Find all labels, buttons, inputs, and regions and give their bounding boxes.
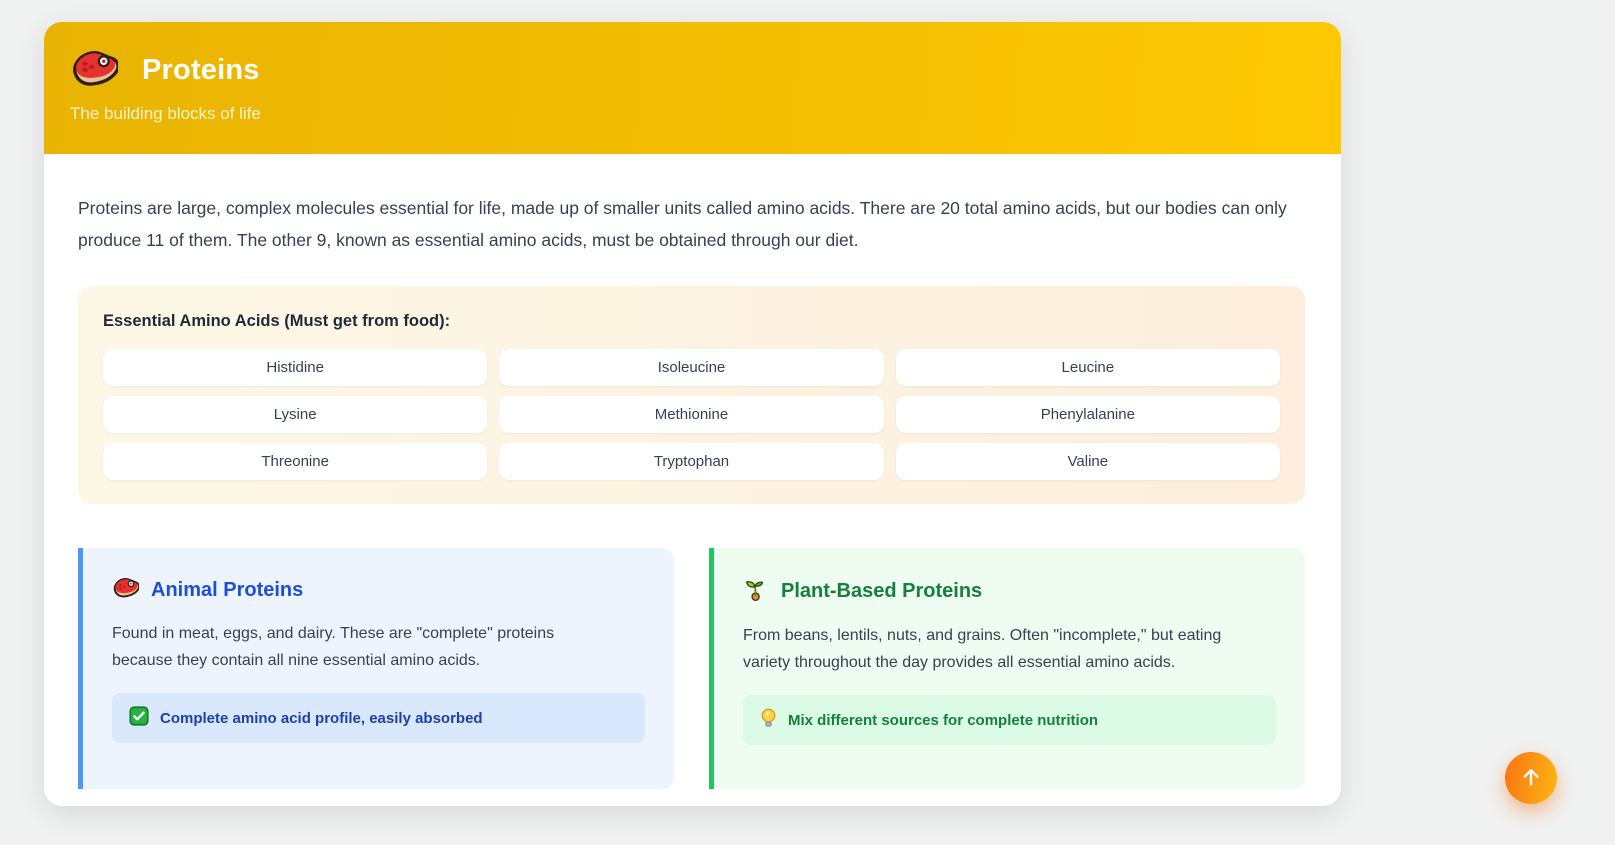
scroll-to-top-button[interactable] [1505,752,1557,804]
steak-icon [112,575,139,605]
amino-acid-item: Lysine [103,396,487,433]
amino-acid-item: Methionine [499,396,883,433]
seedling-icon [743,575,769,607]
plant-proteins-highlight [743,695,1276,745]
proteins-section-card [44,22,1341,806]
intro-paragraph: Proteins are large, complex molecules essential for life, made up of smaller units called amino acids. There are 20 total amino acids, but our bodies can only produce 11 of them. The other 9, known as essential amino acids, must be obtained through our diet. [78,198,1287,250]
amino-acid-item: Threonine [103,443,487,480]
animal-proteins-description: Found in meat, eggs, and dairy. These are "complete" proteins because they contain all nine essential amino acids. [112,625,555,669]
animal-proteins-card [78,548,674,789]
amino-acid-item: Valine [896,443,1280,480]
amino-acid-item: Tryptophan [499,443,883,480]
amino-acid-item: Phenylalanine [896,396,1280,433]
amino-acid-item: Isoleucine [499,349,883,386]
plant-proteins-title: Plant-Based Proteins [781,579,983,602]
plant-proteins-highlight-text: Mix different sources for complete nutrition [788,711,1099,729]
steak-icon [70,46,118,95]
amino-acid-item: Histidine [103,349,487,386]
amino-acid-item: Leucine [896,349,1280,386]
animal-proteins-highlight-text: Complete amino acid profile, easily absorbed [160,709,483,727]
arrow-up-icon [1519,765,1543,792]
animal-proteins-highlight [112,693,645,743]
amino-acids-grid [103,349,1280,480]
lightbulb-icon [760,708,777,732]
section-header [44,22,1341,154]
check-icon [129,706,149,730]
section-body [44,154,1341,806]
page-subtitle: The building blocks of life [70,104,261,123]
animal-proteins-title: Animal Proteins [151,578,304,601]
essential-amino-acids-box [78,286,1305,504]
plant-proteins-card [709,548,1305,789]
plant-proteins-description: From beans, lentils, nuts, and grains. Often "incomplete," but eating variety throughout the day provides all essential amino acids. [743,627,1222,671]
page-title: Proteins [142,54,260,86]
amino-acids-heading: Essential Amino Acids (Must get from food): [103,312,451,330]
protein-types-row [78,548,1305,789]
